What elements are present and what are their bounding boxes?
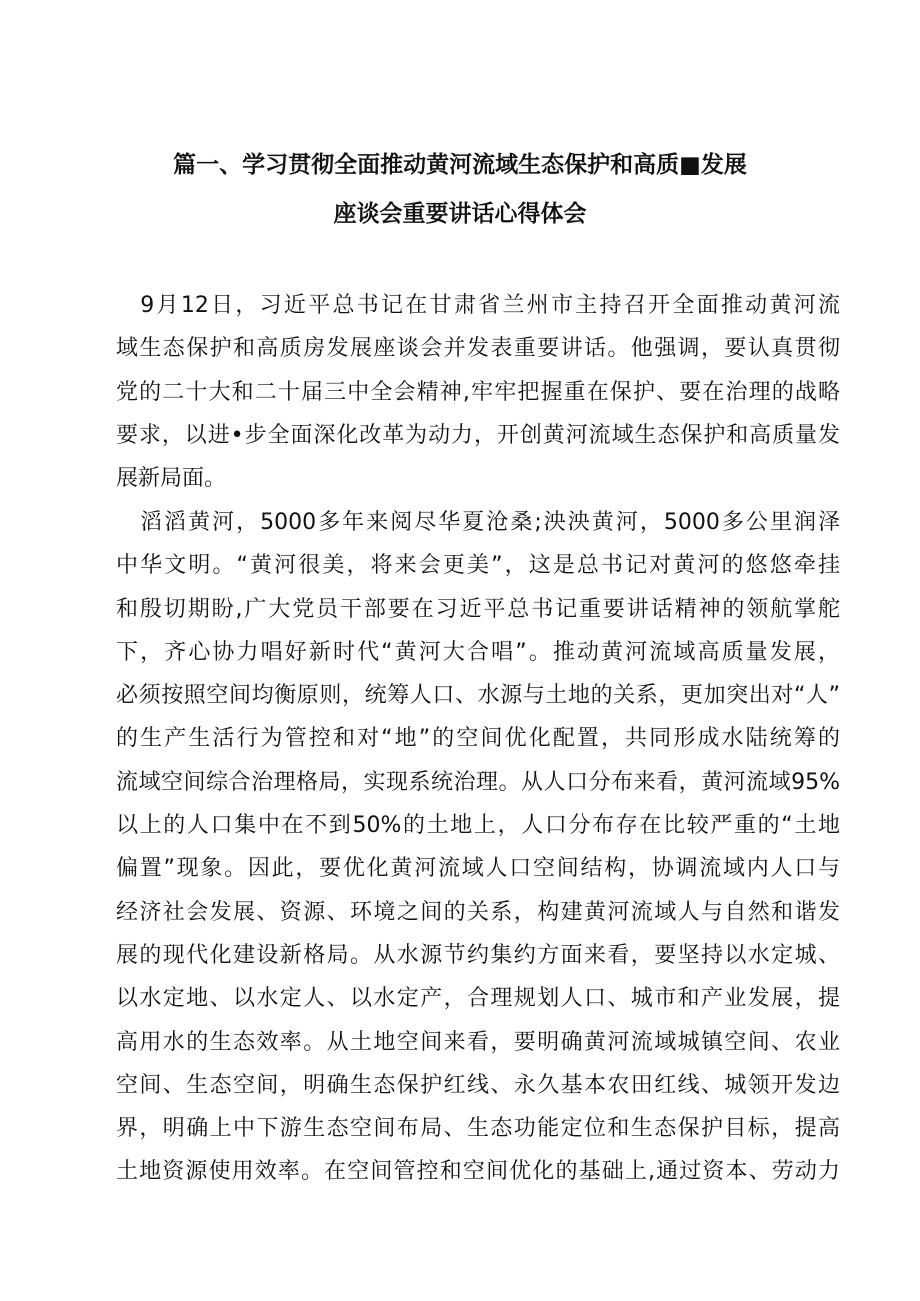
paragraph-line: 中华文明。“黄河很美，将来会更美”，这是总书记对黄河的悠悠牵挂: [116, 553, 840, 579]
paragraph-line: 高用水的生态效率。从土地空间来看，要明确黄河流域城镇空间、农业: [116, 1029, 840, 1055]
paragraph-line: 域生态保护和高质房发展座谈会并发表重要讲话。他强调，要认真贯彻: [116, 336, 840, 362]
paragraph-line: 流域空间综合治理格局，实现系统治理。从人口分布来看，黄河流域95%: [116, 769, 840, 795]
paragraph-line: 下，齐心协力唱好新时代“黄河大合唱”。推动黄河流域高质量发展，: [116, 639, 840, 665]
paragraph-2: [116, 501, 840, 1194]
paragraph-line: 以水定地、以水定人、以水定产，合理规划人口、城市和产业发展，提: [116, 986, 840, 1012]
paragraph-line: 土地资源使用效率。在空间管控和空间优化的基础上,通过资本、劳动力: [116, 1159, 840, 1185]
paragraph-line: 以上的人口集中在不到50%的土地上，人口分布存在比较严重的“土地: [116, 813, 840, 839]
document-title-line-1: 篇一、学习贯彻全面推动黄河流域生态保护和高质■发展: [173, 152, 747, 178]
paragraph-line: 党的二十大和二十届三中全会精神,牢牢把握重在保护、要在治理的战略: [116, 379, 840, 405]
paragraph-line: 展的现代化建设新格局。从水源节约集约方面来看，要坚持以水定城、: [116, 942, 840, 968]
paragraph-line: 要求，以进•步全面深化改革为动力，开创黄河流域生态保护和高质量发: [116, 422, 840, 448]
paragraph-line: 的生产生活行为管控和对“地”的空间优化配置，共同形成水陆统筹的: [116, 726, 840, 752]
paragraph-line: 和殷切期盼,广大党员干部要在习近平总书记重要讲话精神的领航掌舵: [116, 596, 840, 622]
paragraph-line: 展新局面。: [116, 466, 227, 492]
paragraph-1: [116, 284, 840, 500]
paragraph-line: 经济社会发展、资源、环境之间的关系，构建黄河流域人与自然和谐发: [116, 899, 840, 925]
paragraph-line: 必须按照空间均衡原则，统筹人口、水源与土地的关系，更加突出对“人”: [116, 683, 840, 709]
paragraph-line: 偏置”现象。因此，要优化黄河流域人口空间结构，协调流域内人口与: [116, 856, 840, 882]
paragraph-line: 滔滔黄河，5000多年来阅尽华夏沧桑;泱泱黄河，5000多公里润泽: [116, 510, 840, 535]
paragraph-line: 9月12日，习近平总书记在甘肃省兰州市主持召开全面推动黄河流: [116, 293, 840, 318]
document-title-line-2: 座谈会重要讲话心得体会: [333, 201, 587, 227]
paragraph-line: 界，明确上中下游生态空间布局、生态功能定位和生态保护目标，提高: [116, 1116, 840, 1142]
paragraph-line: 空间、生态空间，明确生态保护红线、永久基本农田红线、城领开发边: [116, 1072, 840, 1098]
